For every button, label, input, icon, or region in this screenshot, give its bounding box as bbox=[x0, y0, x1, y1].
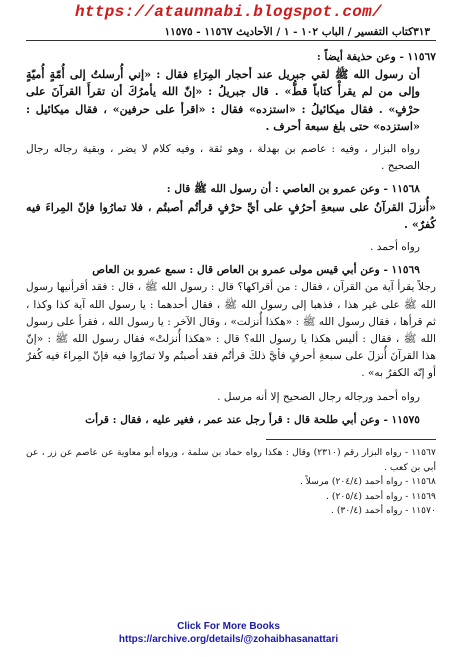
footnote-divider bbox=[266, 439, 436, 440]
page-number: ٣١٣ bbox=[413, 26, 430, 38]
footnotes bbox=[26, 446, 436, 519]
hadith-text-11567: أن رسول الله ﷺ لقي جبريل عند أحجار المِرَاءِ فقال : «إني أُرسلتُ إلى أُمّةٍ أُميّةٍ وإلى من لم يقرأْ كتاباً قطُّ» . قال جبريلُ : «إنّ الله يأمرُكَ أن تقرأَ القرآنَ على حرْفٍ» . فقال ميكائيلُ : «استزده» فقال : «اقرأ على حرفين» ، فقال ميكائيل : «استزده» حتى بلغ سبعة أحرف . bbox=[26, 67, 420, 133]
site-url-watermark[interactable]: https://ataunnabi.blogspot.com/ bbox=[75, 3, 382, 21]
book-page bbox=[26, 26, 436, 616]
hadith-note-11569: رواه أحمد ورجاله رجال الصحيح إلا أنه مرسل . bbox=[217, 390, 420, 403]
bottom-links bbox=[0, 620, 457, 646]
hadith-text-11575: ١١٥٧٥ - وعن أبي طلحة قال : قرأ رجل عند عمر ، فغير عليه ، فقال : قرأت bbox=[85, 413, 420, 426]
hadith-heading-11569: ١١٥٦٩ - وعن أبي قيس مولى عمرو بن العاص قال : سمع عمرو بن العاص bbox=[92, 264, 420, 277]
hadith-heading-11567: ١١٥٦٧ - وعن حذيفة أيضاً : bbox=[316, 51, 436, 63]
page-header bbox=[26, 26, 436, 41]
hadith-text-11568: «أُنزلَ القرآنُ على سبعةِ أحرُفٍ على أيِّ حرْفٍ قرأتُم أصبتُم ، فلا تمارُوا فإنّ المِراءَ فيه كُفرٌ» . bbox=[26, 199, 436, 231]
footnote-item: ١١٥٦٩ - رواه أحمد (٢٠٥/٤) . bbox=[326, 490, 436, 502]
running-title: كتاب التفسير / الباب ١٠٢ - ١ / الأحاديث ١١٥٦٧ - ١١٥٧٥ bbox=[164, 26, 414, 38]
hadith-note-11568: رواه أحمد . bbox=[369, 241, 420, 254]
hadith-note-11567: رواه البزار ، وفيه : عاصم بن بهدلة ، وهو ثقة ، وفيه كلام لا يضر ، وبقية رجاله رجال الصحيح . bbox=[26, 143, 420, 173]
hadith-text-11569: رجلاً يقرأ آية من القرآن ، فقال : من أقراكها؟ قال : رسول الله ﷺ ، قال : فقد أقرأنيها رسول الله ﷺ على غير هذا ، فذهبا إلى رسول الله ﷺ ، فقال أحدهما : يا رسول الله آية كذا وكذا ، ثم قرأها ، فقال رسول الله ﷺ : «هكذا أُنزلت» ، وقال الآخر : يا رسول الله ، فقرأ على رسول الله ﷺ ، فقال : أليس هكذا يا رسول الله؟ قال : «هكذا أُنزلتْ» فقال رسول الله ﷺ : «إنّ هذا القرآنَ أُنزلَ على سبعةِ أحرفٍ فأيَّ ذلكَ قرأتُم فقد أصبتُم ولا تمارُوا فيه فإنّ المِراءَ فيه كُفرٌ أو إنّه الكفرُ به» . bbox=[26, 281, 436, 380]
hadith-heading-11568: ١١٥٦٨ - وعن عمرو بن العاصي : أن رسول الله ﷺ قال : bbox=[166, 183, 420, 196]
footnote-item: ١١٥٦٧ - رواه البزار رقم (٢٣١٠) وقال : هكذا رواه حماد بن سلمة ، ورواه أبو معاوية عن عاصم عن زر ، عن أبي بن كعب . bbox=[26, 447, 436, 473]
archive-link[interactable]: https://archive.org/details/@zohaibhasanattari bbox=[118, 634, 339, 645]
more-books-link[interactable]: Click For More Books bbox=[177, 621, 280, 632]
footnote-item: ١١٥٦٨ - رواه أحمد (٢٠٤/٤) مرسلاً . bbox=[299, 476, 436, 488]
footnote-item: ١١٥٧٠ - رواه أحمد (٣٠/٤) . bbox=[330, 505, 436, 517]
